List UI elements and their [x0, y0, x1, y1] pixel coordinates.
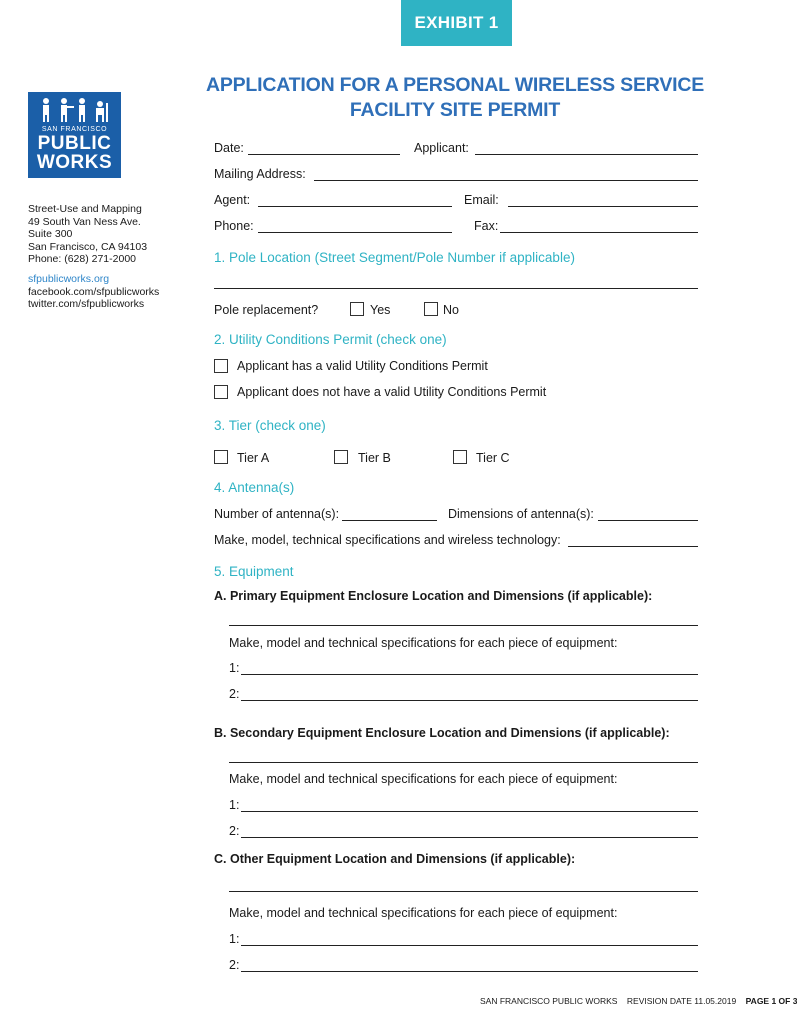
- other-item-2-field[interactable]: [241, 971, 698, 972]
- date-label: Date:: [214, 141, 244, 155]
- address-line: 49 South Van Ness Ave.: [28, 215, 141, 228]
- website-link[interactable]: sfpublicworks.org: [28, 273, 110, 285]
- phone-label: Phone:: [214, 219, 254, 233]
- footer-revision: REVISION DATE 11.05.2019: [626, 996, 737, 1006]
- applicant-field[interactable]: [475, 154, 698, 155]
- primary-item-1-label: 1:: [229, 661, 240, 675]
- applicant-label: Applicant:: [414, 141, 469, 155]
- address-block: [28, 203, 147, 266]
- tier-b-label: Tier B: [358, 451, 391, 465]
- tier-a-checkbox[interactable]: [214, 450, 228, 464]
- address-line: Street-Use and Mapping: [28, 203, 142, 215]
- pole-no-checkbox[interactable]: [424, 302, 438, 316]
- secondary-item-2-field[interactable]: [241, 837, 698, 838]
- secondary-item-2-label: 2:: [229, 824, 240, 838]
- ucp-valid-label: Applicant has a valid Utility Conditions Permit: [237, 359, 488, 373]
- fax-field[interactable]: [500, 232, 698, 233]
- title-line-1: APPLICATION FOR A PERSONAL WIRELESS SERVICE: [205, 74, 705, 96]
- antenna-make-field[interactable]: [568, 546, 698, 547]
- pole-no-label: No: [443, 303, 459, 317]
- pole-yes-checkbox[interactable]: [350, 302, 364, 316]
- public-works-logo: [28, 92, 121, 178]
- section-4-heading: 4. Antenna(s): [214, 480, 295, 495]
- section-2-heading: 2. Utility Conditions Permit (check one): [214, 332, 447, 347]
- phone-field[interactable]: [258, 232, 452, 233]
- address-line: San Francisco, CA 94103: [28, 240, 148, 253]
- secondary-enclosure-field[interactable]: [229, 762, 698, 763]
- ucp-valid-checkbox[interactable]: [214, 359, 228, 373]
- ucp-invalid-label: Applicant does not have a valid Utility Conditions Permit: [237, 385, 547, 399]
- tier-c-checkbox[interactable]: [453, 450, 467, 464]
- tier-c-label: Tier C: [476, 451, 510, 465]
- pole-replacement-label: Pole replacement?: [214, 303, 319, 317]
- other-item-1-label: 1:: [229, 932, 240, 946]
- fax-label: Fax:: [474, 219, 499, 233]
- email-label: Email:: [464, 193, 499, 207]
- pole-location-field[interactable]: [214, 288, 698, 289]
- logo-line-1: SAN FRANCISCO: [41, 126, 108, 133]
- antenna-number-label: Number of antenna(s):: [214, 507, 340, 521]
- web-links: [28, 273, 159, 311]
- primary-enclosure-label: A. Primary Equipment Enclosure Location and Dimensions (if applicable):: [214, 589, 653, 603]
- other-equipment-field[interactable]: [229, 891, 698, 892]
- primary-enclosure-field[interactable]: [229, 625, 698, 626]
- logo-line-2: PUBLIC: [37, 133, 112, 154]
- antenna-number-field[interactable]: [342, 520, 437, 521]
- agent-label: Agent:: [214, 193, 251, 207]
- other-item-1-field[interactable]: [241, 945, 698, 946]
- mailing-address-field[interactable]: [314, 180, 698, 181]
- antenna-dimensions-label: Dimensions of antenna(s):: [448, 507, 594, 521]
- secondary-item-1-label: 1:: [229, 798, 240, 812]
- page-footer: [480, 996, 797, 1006]
- other-equipment-label: C. Other Equipment Location and Dimensions (if applicable):: [214, 852, 576, 866]
- footer-page: PAGE 1 OF 3: [745, 996, 797, 1006]
- pole-yes-label: Yes: [370, 303, 391, 317]
- title-line-2: FACILITY SITE PERMIT: [349, 99, 561, 121]
- secondary-item-1-field[interactable]: [241, 811, 698, 812]
- secondary-make-label: Make, model and technical specifications for each piece of equipment:: [229, 772, 618, 786]
- section-5-heading: 5. Equipment: [214, 564, 294, 579]
- antenna-dimensions-field[interactable]: [598, 520, 698, 521]
- section-3-heading: 3. Tier (check one): [214, 418, 326, 433]
- tier-b-checkbox[interactable]: [334, 450, 348, 464]
- facebook-link[interactable]: facebook.com/sfpublicworks: [28, 285, 160, 298]
- primary-item-1-field[interactable]: [241, 674, 698, 675]
- other-make-label: Make, model and technical specifications for each piece of equipment:: [229, 906, 618, 920]
- agent-field[interactable]: [258, 206, 452, 207]
- address-line: Phone: (628) 271-2000: [28, 253, 136, 265]
- email-field[interactable]: [508, 206, 698, 207]
- tier-a-label: Tier A: [237, 451, 270, 465]
- primary-item-2-label: 2:: [229, 687, 240, 701]
- other-item-2-label: 2:: [229, 958, 240, 972]
- exhibit-badge: EXHIBIT 1: [401, 0, 512, 46]
- twitter-link[interactable]: twitter.com/sfpublicworks: [28, 298, 145, 310]
- mailing-address-label: Mailing Address:: [214, 167, 306, 181]
- workers-icon: [36, 97, 113, 123]
- footer-org: SAN FRANCISCO PUBLIC WORKS: [480, 996, 618, 1006]
- primary-make-label: Make, model and technical specifications for each piece of equipment:: [229, 636, 618, 650]
- logo-line-3: WORKS: [36, 152, 113, 173]
- date-field[interactable]: [248, 154, 400, 155]
- section-1-heading: 1. Pole Location (Street Segment/Pole Number if applicable): [214, 250, 575, 265]
- page-title: [205, 73, 705, 123]
- antenna-make-label: Make, model, technical specifications and wireless technology:: [214, 533, 561, 547]
- address-line: Suite 300: [28, 228, 73, 240]
- secondary-enclosure-label: B. Secondary Equipment Enclosure Location and Dimensions (if applicable):: [214, 726, 670, 740]
- primary-item-2-field[interactable]: [241, 700, 698, 701]
- ucp-invalid-checkbox[interactable]: [214, 385, 228, 399]
